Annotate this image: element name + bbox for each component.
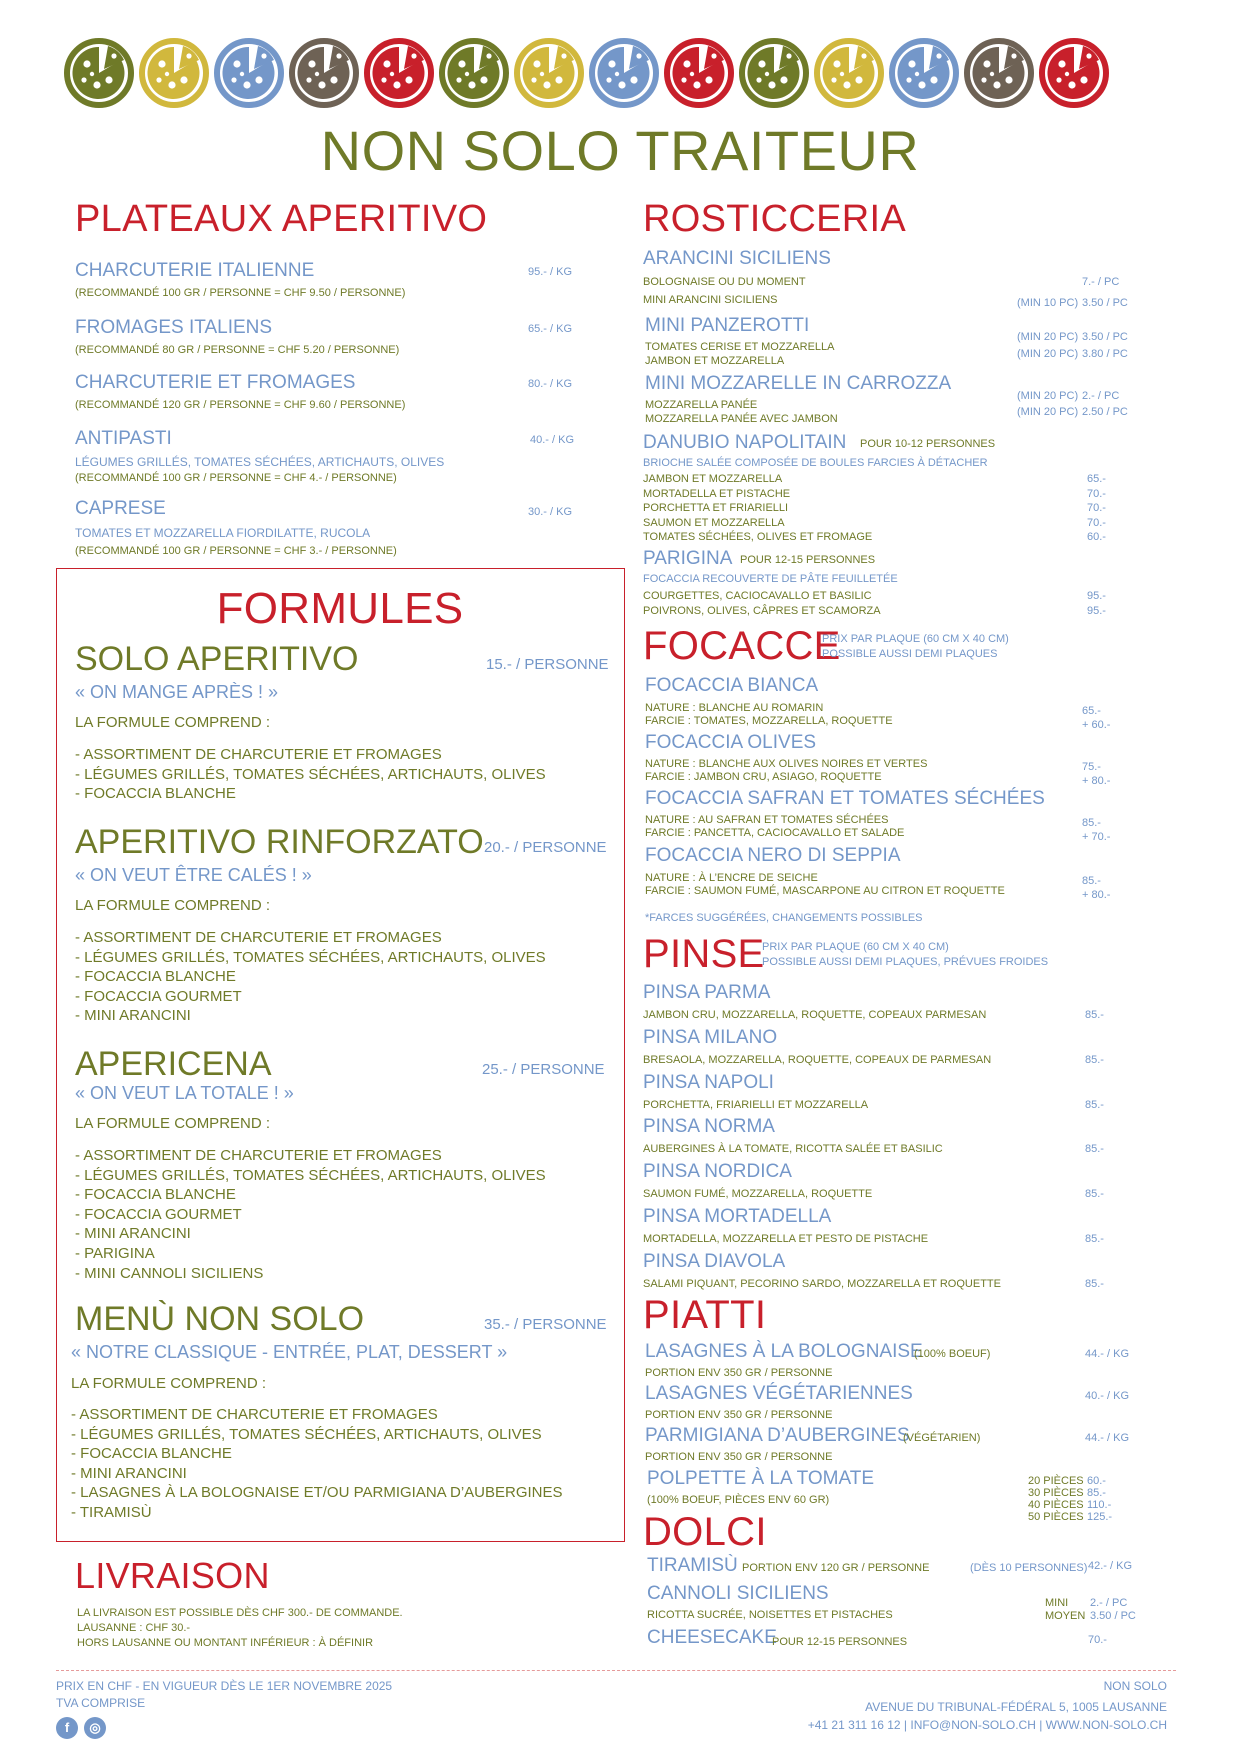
item-price: 85.- [1085, 1188, 1104, 1201]
item-rows [643, 472, 872, 545]
item-name: LASAGNES VÉGÉTARIENNES [645, 1383, 913, 1404]
item-name: CHARCUTERIE ITALIENNE [75, 260, 315, 281]
item-price: 2.- / PC [1082, 390, 1120, 402]
row-price: 95.- [1087, 605, 1106, 617]
item-note: (RECOMMANDÉ 80 GR / PERSONNE = CHF 5.20 / PERSONNE) [75, 344, 400, 356]
row-price: 75.- [1082, 761, 1101, 773]
item-name: DANUBIO NAPOLITAIN [643, 432, 847, 453]
item-name: PINSA NAPOLI [643, 1071, 774, 1093]
pinse-title: PINSE [643, 932, 765, 976]
list-item: - MINI ARANCINI [71, 1464, 187, 1482]
footer-contact: +41 21 311 16 12 | INFO@NON-SOLO.CH | WWW.NON-SOLO.CH [807, 1718, 1167, 1732]
item-line: BOLOGNAISE OU DU MOMENT [643, 276, 806, 288]
formule-list [75, 745, 546, 804]
item-prices [1082, 760, 1110, 788]
pizza-logo-icon [439, 38, 509, 108]
item-price: 3.80 / PC [1082, 348, 1128, 360]
formule-tagline: « ON VEUT ÊTRE CALÉS ! » [75, 865, 312, 885]
page-title: NON SOLO TRAITEUR [320, 119, 920, 182]
formule-list [71, 1405, 563, 1523]
pizza-logo-icon [289, 38, 359, 108]
pizza-logo-icon [739, 38, 809, 108]
formule-includes-label: LA FORMULE COMPREND : [75, 714, 271, 731]
facebook-icon[interactable]: f [56, 1717, 78, 1739]
list-item: - LÉGUMES GRILLÉS, TOMATES SÉCHÉES, ARTICHAUTS, OLIVES [75, 1166, 546, 1184]
row-label: 20 PIÈCES [1028, 1475, 1084, 1487]
row-price: 125.- [1087, 1511, 1113, 1523]
item-price: 65.- / KG [528, 323, 573, 335]
list-item: - FOCACCIA BLANCHE [75, 785, 236, 803]
focacce-note: POSSIBLE AUSSI DEMI PLAQUES [822, 648, 998, 660]
item-line: NATURE : AU SAFRAN ET TOMATES SÉCHÉES [645, 814, 889, 826]
item-name: FOCACCIA SAFRAN ET TOMATES SÉCHÉES [645, 788, 1045, 809]
row-price: + 80.- [1082, 775, 1111, 787]
item-note: (100% BOEUF) [914, 1348, 991, 1360]
formule-includes-label: LA FORMULE COMPREND : [75, 897, 271, 914]
item-price: 30.- / KG [528, 506, 573, 518]
row-price: 85.- [1082, 817, 1101, 829]
item-prices [1082, 704, 1110, 732]
row-price: 110.- [1087, 1499, 1112, 1511]
item-name: FOCACCIA BIANCA [645, 675, 819, 696]
item-min: (MIN 20 PC) [1017, 348, 1079, 360]
list-item: - FOCACCIA GOURMET [75, 1205, 242, 1223]
item-name: CAPRESE [75, 498, 166, 519]
focacce-note: PRIX PAR PLAQUE (60 CM X 40 CM) [822, 633, 1009, 645]
item-price: 85.- [1085, 1053, 1104, 1066]
item-name: CANNOLI SICILIENS [647, 1583, 829, 1604]
item-name: PINSA NORDICA [643, 1161, 792, 1183]
list-item: - LÉGUMES GRILLÉS, TOMATES SÉCHÉES, ARTICHAUTS, OLIVES [71, 1425, 542, 1443]
pizza-logo-icon [964, 38, 1034, 108]
dolci-title: DOLCI [643, 1510, 767, 1554]
row-label: TOMATES SÉCHÉES, OLIVES ET FROMAGE [643, 531, 873, 544]
item-desc: JAMBON CRU, MOZZARELLA, ROQUETTE, COPEAUX PARMESAN [643, 1009, 987, 1021]
item-desc: BRIOCHE SALÉE COMPOSÉE DE BOULES FARCIES À DÉTACHER [643, 457, 988, 469]
item-min: (MIN 20 PC) [1017, 331, 1079, 343]
row-price: 95.- [1087, 590, 1106, 602]
item-line: MOZZARELLA PANÉE [645, 399, 758, 411]
item-note: POUR 10-12 PERSONNES [860, 438, 996, 450]
item-min: (MIN 20 PC) [1017, 390, 1079, 402]
item-price: 85.- [1085, 1143, 1104, 1156]
pizza-logo-icon [139, 38, 209, 108]
item-note: (RECOMMANDÉ 100 GR / PERSONNE = CHF 3.- / PERSONNE) [75, 545, 397, 557]
pizza-logo-icon [1039, 38, 1109, 108]
item-desc: MORTADELLA, MOZZARELLA ET PESTO DE PISTACHE [643, 1233, 929, 1245]
item-line: NATURE : BLANCHE AUX OLIVES NOIRES ET VERTES [645, 758, 928, 770]
row-price: + 60.- [1082, 719, 1111, 731]
list-item: - ASSORTIMENT DE CHARCUTERIE ET FROMAGES [75, 746, 442, 763]
livraison-title: LIVRAISON [75, 1555, 270, 1596]
footer-tva: TVA COMPRISE [56, 1696, 146, 1710]
item-note: (VÉGÉTARIEN) [903, 1432, 981, 1444]
item-name: PINSA MILANO [643, 1026, 778, 1048]
row-price: + 70.- [1082, 831, 1111, 843]
item-price: 3.50 / PC [1082, 331, 1128, 343]
item-price: 95.- / KG [528, 266, 573, 278]
formule-includes-label: LA FORMULE COMPREND : [71, 1375, 267, 1392]
list-item: - ASSORTIMENT DE CHARCUTERIE ET FROMAGES [75, 929, 442, 946]
item-name: FOCACCIA OLIVES [645, 732, 817, 753]
item-note: PORTION ENV 120 GR / PERSONNE [742, 1562, 930, 1574]
item-prices [1087, 589, 1106, 619]
focacce-footnote: *FARCES SUGGÉRÉES, CHANGEMENTS POSSIBLES [645, 912, 923, 924]
livraison-line: LA LIVRAISON EST POSSIBLE DÈS CHF 300.- DE COMMANDE. [77, 1607, 403, 1619]
formules-title: FORMULES [216, 584, 464, 633]
item-price: 80.- / KG [528, 378, 573, 390]
list-item: - FOCACCIA BLANCHE [75, 1186, 236, 1204]
item-price: 70.- [1088, 1634, 1107, 1646]
row-price: 85.- [1087, 1487, 1106, 1499]
pinse-note: POSSIBLE AUSSI DEMI PLAQUES, PRÉVUES FROIDES [762, 956, 1049, 968]
item-price: 85.- [1085, 1009, 1104, 1021]
instagram-icon[interactable]: ◎ [84, 1717, 106, 1739]
pizza-logo-icon [364, 38, 434, 108]
item-lines [645, 814, 904, 839]
item-lines [645, 702, 893, 727]
item-line: FARCIE : TOMATES, MOZZARELLA, ROQUETTE [645, 714, 893, 727]
item-name: TIRAMISÙ [647, 1555, 738, 1576]
row-price: 70.- [1087, 487, 1106, 500]
formule-name: APERICENA [75, 1045, 272, 1083]
row-price: 70.- [1087, 502, 1106, 515]
formule-price: 35.- / PERSONNE [484, 1316, 607, 1333]
item-line: MINI ARANCINI SICILIENS [643, 294, 778, 306]
list-item: - FOCACCIA BLANCHE [75, 968, 236, 986]
item-price: 85.- [1085, 1098, 1104, 1111]
item-name: MINI MOZZARELLE IN CARROZZA [645, 373, 952, 394]
item-desc: BRESAOLA, MOZZARELLA, ROQUETTE, COPEAUX DE PARMESAN [643, 1053, 992, 1066]
item-price: 44.- / KG [1085, 1348, 1130, 1360]
item-desc: PORTION ENV 350 GR / PERSONNE [645, 1451, 833, 1463]
footer-address: AVENUE DU TRIBUNAL-FÉDÉRAL 5, 1005 LAUSANNE [865, 1700, 1167, 1714]
item-price: 42.- / KG [1088, 1560, 1133, 1572]
row-price: 65.- [1087, 473, 1106, 485]
item-name: ARANCINI SICILIENS [643, 248, 831, 269]
item-name: PINSA DIAVOLA [643, 1250, 786, 1272]
formule-name: APERITIVO RINFORZATO [75, 823, 484, 861]
list-item: - LÉGUMES GRILLÉS, TOMATES SÉCHÉES, ARTICHAUTS, OLIVES [75, 948, 546, 966]
item-name: PINSA NORMA [643, 1116, 775, 1138]
pizza-logo-icon [589, 38, 659, 108]
item-prices [1082, 874, 1110, 902]
item-line: JAMBON ET MOZZARELLA [645, 355, 785, 367]
item-min: (MIN 20 PC) [1017, 406, 1079, 418]
item-note: (RECOMMANDÉ 120 GR / PERSONNE = CHF 9.60 / PERSONNE) [75, 399, 406, 411]
formule-tagline: « ON VEUT LA TOTALE ! » [75, 1083, 294, 1103]
row-label: PORCHETTA ET FRIARIELLI [643, 502, 789, 515]
item-desc: PORCHETTA, FRIARIELLI ET MOZZARELLA [643, 1098, 869, 1111]
list-item: - FOCACCIA BLANCHE [71, 1445, 232, 1463]
list-item: - LASAGNES À LA BOLOGNAISE ET/OU PARMIGIANA D’AUBERGINES [71, 1484, 563, 1502]
item-note: POUR 12-15 PERSONNES [740, 554, 876, 566]
item-name: MINI PANZEROTTI [645, 315, 810, 336]
row-label: MORTADELLA ET PISTACHE [643, 487, 791, 500]
item-desc: PORTION ENV 350 GR / PERSONNE [645, 1409, 833, 1421]
footer-price-info: PRIX EN CHF - EN VIGUEUR DÈS LE 1ER NOVEMBRE 2025 [56, 1679, 393, 1693]
livraison-line: LAUSANNE : CHF 30.- [77, 1622, 191, 1634]
item-min: (MIN 10 PC) [1017, 297, 1079, 309]
row-price: 60.- [1087, 531, 1106, 544]
pizza-logo-icon [814, 38, 884, 108]
row-price: 60.- [1087, 1475, 1106, 1487]
item-price: 2.50 / PC [1082, 406, 1128, 418]
item-name: PARIGINA [643, 548, 733, 569]
footer-divider [56, 1670, 1176, 1671]
row-price: 85.- [1082, 875, 1101, 887]
pizza-logo-icon [664, 38, 734, 108]
item-price: 3.50 / PC [1082, 297, 1128, 309]
formule-list [75, 928, 546, 1026]
item-rows [643, 589, 881, 619]
pinse-note: PRIX PAR PLAQUE (60 CM X 40 CM) [762, 941, 949, 953]
item-desc: AUBERGINES À LA TOMATE, RICOTTA SALÉE ET BASILIC [643, 1143, 943, 1156]
item-prices [1082, 816, 1110, 844]
item-name: CHARCUTERIE ET FROMAGES [75, 372, 356, 393]
item-price: 2.- / PC [1090, 1597, 1128, 1609]
row-label: POIVRONS, OLIVES, CÂPRES ET SCAMORZA [643, 605, 881, 617]
item-price: 3.50 / PC [1090, 1610, 1136, 1622]
livraison-line: HORS LAUSANNE OU MONTANT INFÉRIEUR : À DÉFINIR [77, 1637, 374, 1649]
plateaux-title: PLATEAUX APERITIVO [75, 198, 488, 240]
item-line: MOZZARELLA PANÉE AVEC JAMBON [645, 413, 838, 425]
row-label: 50 PIÈCES [1028, 1511, 1084, 1523]
item-line: FARCIE : PANCETTA, CACIOCAVALLO ET SALADE [645, 826, 905, 839]
item-quantities [1028, 1475, 1084, 1523]
formule-price: 25.- / PERSONNE [482, 1061, 605, 1078]
formule-includes-label: LA FORMULE COMPREND : [75, 1115, 271, 1132]
item-note: POUR 12-15 PERSONNES [772, 1636, 908, 1648]
rosticceria-title: ROSTICCERIA [643, 198, 906, 240]
item-lines [645, 872, 1005, 897]
row-label: 40 PIÈCES [1028, 1499, 1084, 1511]
item-name: POLPETTE À LA TOMATE [647, 1468, 875, 1489]
list-item: - LÉGUMES GRILLÉS, TOMATES SÉCHÉES, ARTICHAUTS, OLIVES [75, 765, 546, 783]
item-note: (RECOMMANDÉ 100 GR / PERSONNE = CHF 9.50 / PERSONNE) [75, 287, 406, 299]
piatti-title: PIATTI [643, 1293, 767, 1337]
formule-tagline: « NOTRE CLASSIQUE - ENTRÉE, PLAT, DESSERT » [71, 1342, 508, 1362]
item-line: TOMATES CERISE ET MOZZARELLA [645, 341, 835, 353]
pizza-logo-icon [64, 38, 134, 108]
item-desc: TOMATES ET MOZZARELLA FIORDILATTE, RUCOLA [75, 526, 371, 540]
focacce-title: FOCACCE [643, 624, 841, 668]
formule-price: 20.- / PERSONNE [484, 839, 607, 856]
row-price: 70.- [1087, 516, 1106, 529]
item-min: (DÈS 10 PERSONNES) [970, 1562, 1088, 1574]
logo-row [62, 38, 1192, 110]
item-line: NATURE : À L’ENCRE DE SEICHE [645, 872, 818, 884]
item-name: PINSA MORTADELLA [643, 1206, 832, 1227]
item-desc: FOCACCIA RECOUVERTE DE PÂTE FEUILLETÉE [643, 573, 898, 585]
item-desc: (100% BOEUF, PIÈCES ENV 60 GR) [647, 1494, 830, 1506]
pizza-logo-icon [514, 38, 584, 108]
formule-list [75, 1146, 546, 1283]
item-desc: SAUMON FUMÉ, MOZZARELLA, ROQUETTE [643, 1188, 873, 1201]
item-name: LASAGNES À LA BOLOGNAISE [645, 1341, 923, 1362]
livraison-info [77, 1606, 403, 1651]
list-item: - MINI CANNOLI SICILIENS [75, 1264, 264, 1282]
list-item: - PARIGINA [75, 1244, 155, 1262]
item-price: 85.- [1085, 1277, 1104, 1290]
footer-brand: NON SOLO [1103, 1679, 1167, 1693]
size-label: MINI [1045, 1597, 1069, 1609]
list-item: - FOCACCIA GOURMET [75, 987, 242, 1005]
item-price: 44.- / KG [1085, 1432, 1130, 1444]
list-item: - ASSORTIMENT DE CHARCUTERIE ET FROMAGES [71, 1406, 438, 1423]
item-name: PARMIGIANA D’AUBERGINES [645, 1425, 910, 1446]
list-item: - MINI ARANCINI [75, 1007, 191, 1025]
formule-price: 15.- / PERSONNE [486, 656, 609, 673]
item-name: CHEESECAKE [647, 1627, 777, 1648]
list-item: - MINI ARANCINI [75, 1225, 191, 1243]
row-label: SAUMON ET MOZZARELLA [643, 516, 785, 529]
pizza-logo-icon [214, 38, 284, 108]
item-desc: PORTION ENV 350 GR / PERSONNE [645, 1367, 833, 1379]
item-name: FOCACCIA NERO DI SEPPIA [645, 845, 901, 866]
item-line: FARCIE : JAMBON CRU, ASIAGO, ROQUETTE [645, 770, 882, 783]
item-name: ANTIPASTI [75, 428, 172, 449]
formule-tagline: « ON MANGE APRÈS ! » [75, 682, 279, 702]
item-line: FARCIE : SAUMON FUMÉ, MASCARPONE AU CITRON ET ROQUETTE [645, 884, 1005, 897]
row-label: COURGETTES, CACIOCAVALLO ET BASILIC [643, 590, 872, 602]
item-prices [1087, 472, 1106, 545]
row-label: JAMBON ET MOZZARELLA [643, 473, 783, 485]
item-name: PINSA PARMA [643, 982, 771, 1003]
list-item: - TIRAMISÙ [71, 1503, 152, 1521]
row-price: 65.- [1082, 705, 1101, 717]
formule-name: SOLO APERITIVO [75, 640, 359, 678]
item-note: (RECOMMANDÉ 100 GR / PERSONNE = CHF 4.- / PERSONNE) [75, 472, 397, 484]
item-prices [1087, 1475, 1112, 1523]
item-desc: LÉGUMES GRILLÉS, TOMATES SÉCHÉES, ARTICHAUTS, OLIVES [75, 455, 445, 469]
item-price: 85.- [1085, 1233, 1104, 1245]
list-item: - ASSORTIMENT DE CHARCUTERIE ET FROMAGES [75, 1147, 442, 1164]
row-label: 30 PIÈCES [1028, 1487, 1084, 1499]
item-desc: RICOTTA SUCRÉE, NOISETTES ET PISTACHES [647, 1609, 893, 1621]
item-line: NATURE : BLANCHE AU ROMARIN [645, 702, 824, 714]
formule-name: MENÙ NON SOLO [75, 1300, 365, 1338]
item-price: 40.- / KG [1085, 1390, 1130, 1402]
item-desc: SALAMI PIQUANT, PECORINO SARDO, MOZZARELLA ET ROQUETTE [643, 1277, 1001, 1290]
item-name: FROMAGES ITALIENS [75, 317, 273, 338]
item-lines [645, 758, 927, 783]
size-label: MOYEN [1045, 1610, 1086, 1622]
row-price: + 80.- [1082, 889, 1111, 901]
item-price: 7.- / PC [1082, 276, 1120, 288]
pizza-logo-icon [889, 38, 959, 108]
item-price: 40.- / KG [530, 434, 575, 446]
